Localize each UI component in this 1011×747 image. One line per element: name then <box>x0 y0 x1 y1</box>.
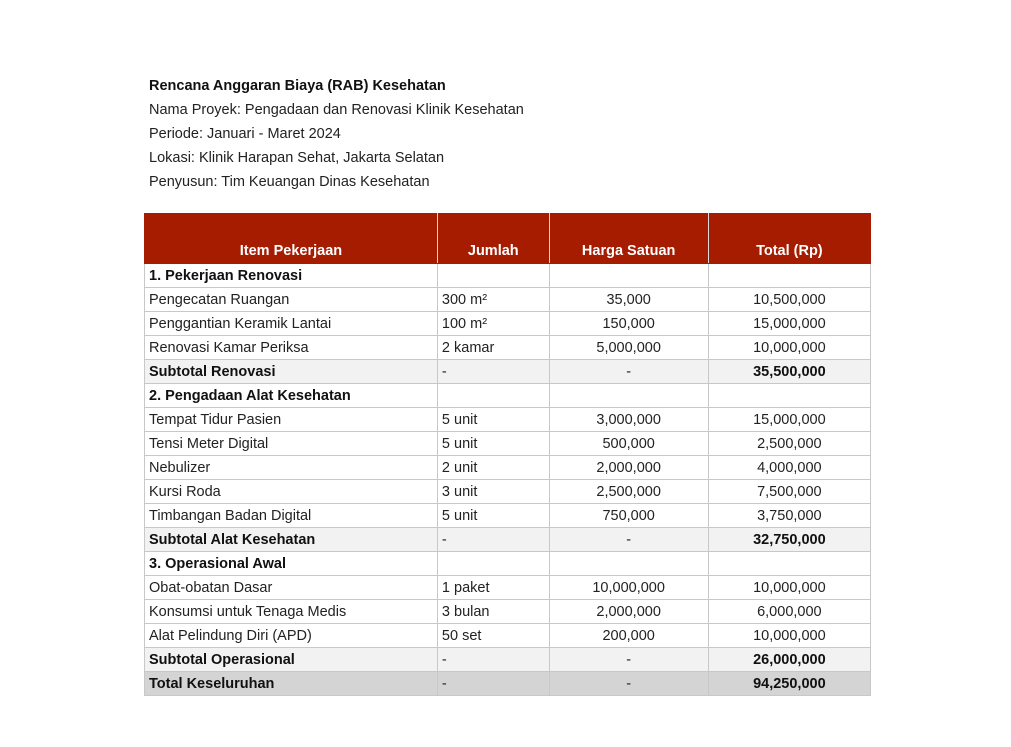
cell-quantity[interactable]: 50 set <box>437 624 549 648</box>
cell-item-name[interactable]: Pengecatan Ruangan <box>145 288 438 312</box>
table-row <box>145 312 871 336</box>
cell-total[interactable]: 6,000,000 <box>708 600 870 624</box>
cell-item-name[interactable]: Alat Pelindung Diri (APD) <box>145 624 438 648</box>
cell-quantity[interactable]: 2 unit <box>437 456 549 480</box>
cell-total[interactable]: 15,000,000 <box>708 408 870 432</box>
cell-unit-price[interactable]: 35,000 <box>549 288 708 312</box>
table-header-row <box>145 214 871 264</box>
cell-unit-price[interactable] <box>549 264 708 288</box>
cell-item-name[interactable]: 2. Pengadaan Alat Kesehatan <box>145 384 438 408</box>
cell-quantity[interactable]: 300 m² <box>437 288 549 312</box>
cell-total[interactable]: 10,000,000 <box>708 624 870 648</box>
cell-quantity[interactable]: 100 m² <box>437 312 549 336</box>
section-row <box>145 552 871 576</box>
table-body <box>145 264 871 696</box>
table-row <box>145 288 871 312</box>
cell-total[interactable]: 10,000,000 <box>708 576 870 600</box>
cell-total[interactable]: 4,000,000 <box>708 456 870 480</box>
project-author: Penyusun: Tim Keuangan Dinas Kesehatan <box>149 174 430 190</box>
table-row <box>145 432 871 456</box>
cell-total[interactable] <box>708 384 870 408</box>
cell-item-name[interactable]: Total Keseluruhan <box>145 672 438 696</box>
cell-unit-price[interactable]: 2,000,000 <box>549 600 708 624</box>
cell-total[interactable]: 3,750,000 <box>708 504 870 528</box>
document-header <box>149 74 524 194</box>
table-row <box>145 480 871 504</box>
budget-table <box>144 213 871 696</box>
column-header-item[interactable]: Item Pekerjaan <box>145 214 438 264</box>
project-period: Periode: Januari - Maret 2024 <box>149 126 341 142</box>
document-title: Rencana Anggaran Biaya (RAB) Kesehatan <box>149 78 446 94</box>
cell-unit-price[interactable]: 5,000,000 <box>549 336 708 360</box>
cell-quantity[interactable]: 3 unit <box>437 480 549 504</box>
cell-quantity[interactable]: - <box>437 528 549 552</box>
cell-item-name[interactable]: Subtotal Operasional <box>145 648 438 672</box>
cell-total[interactable]: 10,500,000 <box>708 288 870 312</box>
cell-item-name[interactable]: Timbangan Badan Digital <box>145 504 438 528</box>
cell-item-name[interactable]: Tempat Tidur Pasien <box>145 408 438 432</box>
cell-unit-price[interactable]: 150,000 <box>549 312 708 336</box>
cell-quantity[interactable]: - <box>437 648 549 672</box>
cell-unit-price[interactable] <box>549 552 708 576</box>
cell-unit-price[interactable]: 3,000,000 <box>549 408 708 432</box>
cell-total[interactable] <box>708 552 870 576</box>
cell-unit-price[interactable]: 10,000,000 <box>549 576 708 600</box>
cell-unit-price[interactable]: 750,000 <box>549 504 708 528</box>
cell-unit-price[interactable]: - <box>549 528 708 552</box>
table-row <box>145 624 871 648</box>
cell-item-name[interactable]: Tensi Meter Digital <box>145 432 438 456</box>
table-row <box>145 600 871 624</box>
cell-total[interactable]: 35,500,000 <box>708 360 870 384</box>
table-row <box>145 576 871 600</box>
section-row <box>145 384 871 408</box>
subtotal-row <box>145 648 871 672</box>
column-header-unit-price[interactable]: Harga Satuan <box>549 214 708 264</box>
cell-quantity[interactable] <box>437 384 549 408</box>
cell-item-name[interactable]: Penggantian Keramik Lantai <box>145 312 438 336</box>
cell-item-name[interactable]: Subtotal Renovasi <box>145 360 438 384</box>
section-row <box>145 264 871 288</box>
cell-item-name[interactable]: Konsumsi untuk Tenaga Medis <box>145 600 438 624</box>
cell-unit-price[interactable]: 2,500,000 <box>549 480 708 504</box>
project-location: Lokasi: Klinik Harapan Sehat, Jakarta Selatan <box>149 150 445 166</box>
cell-total[interactable] <box>708 264 870 288</box>
project-name: Nama Proyek: Pengadaan dan Renovasi Klinik Kesehatan <box>149 102 524 118</box>
cell-quantity[interactable]: 2 kamar <box>437 336 549 360</box>
cell-unit-price[interactable]: - <box>549 648 708 672</box>
cell-total[interactable]: 94,250,000 <box>708 672 870 696</box>
cell-quantity[interactable] <box>437 264 549 288</box>
table-row <box>145 408 871 432</box>
cell-unit-price[interactable] <box>549 384 708 408</box>
cell-quantity[interactable]: - <box>437 360 549 384</box>
cell-item-name[interactable]: Nebulizer <box>145 456 438 480</box>
cell-total[interactable]: 26,000,000 <box>708 648 870 672</box>
cell-total[interactable]: 2,500,000 <box>708 432 870 456</box>
cell-item-name[interactable]: 1. Pekerjaan Renovasi <box>145 264 438 288</box>
column-header-total[interactable]: Total (Rp) <box>708 214 870 264</box>
subtotal-row <box>145 360 871 384</box>
cell-quantity[interactable]: 1 paket <box>437 576 549 600</box>
cell-quantity[interactable]: 5 unit <box>437 408 549 432</box>
cell-quantity[interactable]: 5 unit <box>437 504 549 528</box>
cell-item-name[interactable]: Kursi Roda <box>145 480 438 504</box>
cell-quantity[interactable]: 5 unit <box>437 432 549 456</box>
cell-unit-price[interactable]: - <box>549 672 708 696</box>
cell-quantity[interactable]: - <box>437 672 549 696</box>
cell-total[interactable]: 7,500,000 <box>708 480 870 504</box>
cell-unit-price[interactable]: 2,000,000 <box>549 456 708 480</box>
cell-unit-price[interactable]: - <box>549 360 708 384</box>
table-row <box>145 504 871 528</box>
subtotal-row <box>145 528 871 552</box>
column-header-quantity[interactable]: Jumlah <box>437 214 549 264</box>
cell-unit-price[interactable]: 200,000 <box>549 624 708 648</box>
cell-quantity[interactable]: 3 bulan <box>437 600 549 624</box>
cell-total[interactable]: 32,750,000 <box>708 528 870 552</box>
cell-item-name[interactable]: Renovasi Kamar Periksa <box>145 336 438 360</box>
table-row <box>145 456 871 480</box>
cell-item-name[interactable]: Subtotal Alat Kesehatan <box>145 528 438 552</box>
cell-total[interactable]: 15,000,000 <box>708 312 870 336</box>
cell-unit-price[interactable]: 500,000 <box>549 432 708 456</box>
cell-quantity[interactable] <box>437 552 549 576</box>
grand-total-row <box>145 672 871 696</box>
cell-total[interactable]: 10,000,000 <box>708 336 870 360</box>
table-row <box>145 336 871 360</box>
cell-item-name[interactable]: 3. Operasional Awal <box>145 552 438 576</box>
cell-item-name[interactable]: Obat-obatan Dasar <box>145 576 438 600</box>
